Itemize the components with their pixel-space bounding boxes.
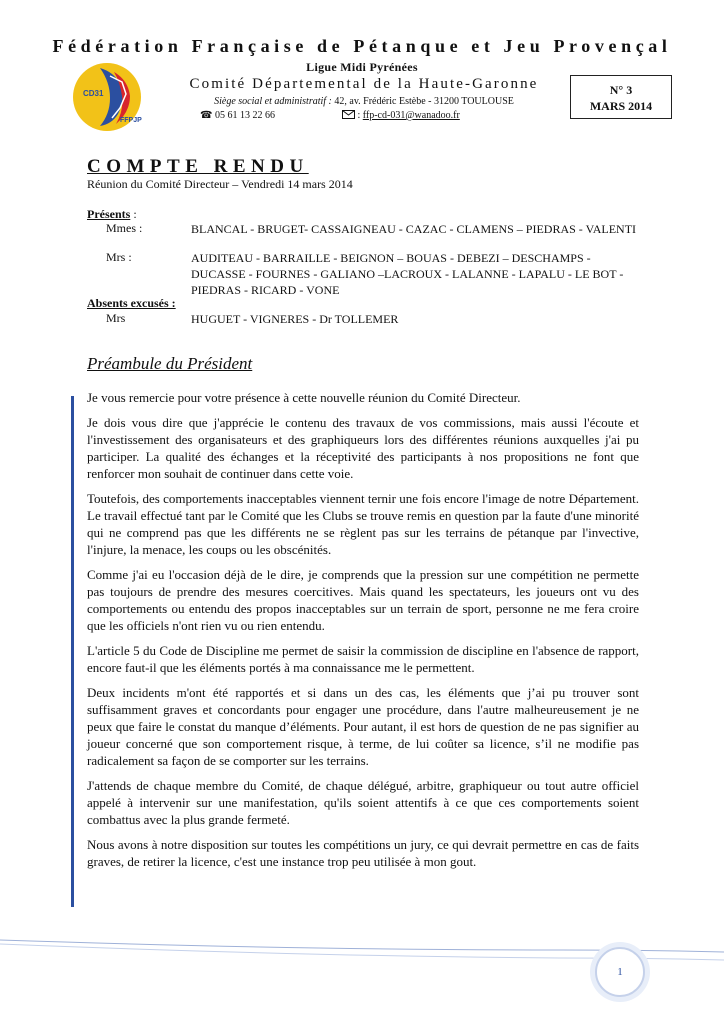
paragraph: Nous avons à notre disposition sur toutes les compétitions un jury, ce qui devrait permettre en cas de faits graves, de retirer la licence, c'est une instance trop peu utilisée à mon gout. [87,837,639,869]
issue-date: MARS 2014 [589,99,653,113]
issue-number: N° 3 [609,83,633,97]
contact-line [200,110,460,121]
meeting-subtitle: Réunion du Comité Directeur – Vendredi 14 mars 2014 [87,177,353,191]
paragraph: Je dois vous dire que j'apprécie le contenu des travaux de vos commissions, mais aussi l'écoute et l'investissement des organisateurs et des graphiqueurs lors des différentes réunions auxquelles j'ai pu participer. La qualité des échanges et la réceptivité des participants à nos propositions ne font que renforcer mon souhait de continuer dans cette voie. [87,415,639,481]
paragraph: Toutefois, des comportements inacceptables viennent ternir une fois encore l'image de notre Département. Le travail effectué tant par le Comité que les Clubs se trouve remis en question par la faute d'une minorité qui ne comprend pas que les différents ne se règlent pas sur les terrains de pétanque par l'invective, l'injure, la menace, les coups ou les obscénités. [87,491,639,557]
absents-label [87,296,176,311]
phone-number: 05 61 13 22 66 [214,110,275,121]
presents-label [87,207,137,222]
logo-text-ffpjp: FFPJP [120,117,142,124]
phone-icon: ☎ [200,110,213,121]
mrs-label: Mrs : [106,250,132,264]
envelope-icon [342,110,355,119]
issue-box [570,75,672,119]
paragraph: Deux incidents m'ont été rapportés et si dans un des cas, les éléments que j’ai pu trouver sont suffisamment graves et concordants pour engager une procédure, dans l'autre malheureusement je ne peux que faire le constat du manque d’éléments. Pour autant, il est hors de question de ne pas signifier au joueur concerné que son comportement risque, à terme, de lui coûter sa licence, s’il ne modifie pas radicalement sa façon de se comporter sur les terrains. [87,685,639,768]
email-link[interactable]: ffp-cd-031@wanadoo.fr [362,110,460,121]
absents-heading: Absents excusés : [87,296,176,310]
siege-address [164,96,564,107]
presents-colon: : [130,207,137,221]
federation-title: Fédération Française de Pétanque et Jeu Provençal [52,36,672,56]
accent-sidebar [71,396,74,907]
absents-names: HUGUET - VIGNERES - Dr TOLLEMER [191,312,399,326]
mmes-label: Mmes : [106,221,143,235]
preamble-body [87,389,639,878]
paragraph: Comme j'ai eu l'occasion déjà de le dire, je comprends que la pression sur une compétition ne permette pas toujours de prendre des mesures coercitives. Mais quand les spectateurs, les joueurs ont vu des comportements ou entendu des propos inacceptables sur un terrain de sport, personne ne me fera croire que les officiels n'ont rien vu ou rien entendu. [87,567,639,633]
mrs-names: AUDITEAU - BARRAILLE - BEIGNON – BOUAS - DEBEZI – DESCHAMPS - DUCASSE - FOURNES - GALIANO –LACROUX - LALANNE - LAPALU - LE BOT - PIEDRAS - RICARD - VONE [191,251,624,297]
mmes-names: BLANCAL - BRUGET- CASSAIGNEAU - CAZAC - CLAMENS – PIEDRAS - VALENTI [191,222,637,236]
absents-civ: Mrs [106,311,126,325]
paragraph: Je vous remercie pour votre présence à cette nouvelle réunion du Comité Directeur. [87,390,521,405]
ligue-name: Ligue Midi Pyrénées [306,60,418,74]
page-number: 1 [617,966,623,978]
comite-name: Comité Départemental de la Haute-Garonne [189,76,539,92]
email-prefix: : [357,110,361,121]
presents-heading: Présents [87,207,131,221]
cd31-logo [70,62,154,132]
document-title: COMPTE RENDU [87,156,309,177]
siege-label: Siège social et administratif : [214,96,332,107]
preamble-title: Préambule du Président [87,354,253,373]
logo-text-cd31: CD31 [83,89,104,98]
paragraph: J'attends de chaque membre du Comité, de chaque délégué, arbitre, graphiqueur ou tout autre officiel appelé à intervenir sur une manifestation, qu'ils soient attentifs à ce que ces comportements soient combattus avec la plus grande fermeté. [87,778,639,827]
paragraph: L'article 5 du Code de Discipline me permet de saisir la commission de discipline en l'absence de rapport, encore faut-il que les éléments portés à ma connaissance me le permettent. [87,643,639,675]
siege-street: 42, av. Frédéric Estèbe - 31200 TOULOUSE [331,96,514,107]
